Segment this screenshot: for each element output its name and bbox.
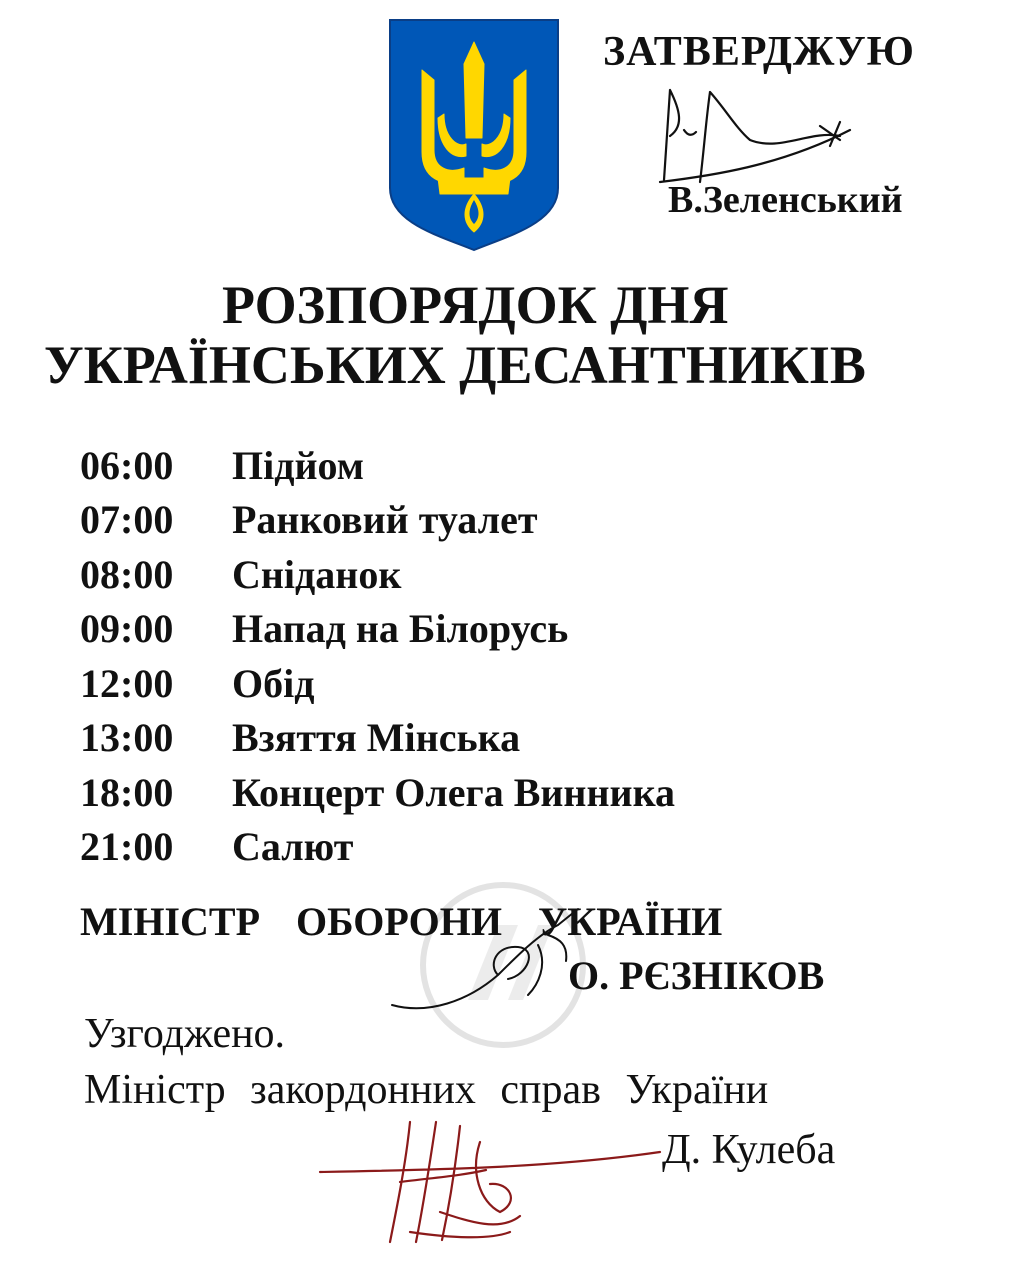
schedule-activity: Підйом [232, 442, 364, 488]
coat-of-arms-icon [388, 18, 560, 252]
document-title-line-1: РОЗПОРЯДОК ДНЯ [222, 275, 729, 335]
schedule-time: 08:00 [80, 551, 174, 597]
approval-label: ЗАТВЕРДЖУЮ [603, 29, 915, 75]
schedule-activity: Салют [232, 824, 354, 870]
schedule-row [80, 438, 675, 493]
foreign-minister-signature [310, 1112, 670, 1252]
schedule-time: 21:00 [80, 824, 174, 870]
schedule-activity: Сніданок [232, 551, 402, 597]
schedule-row [80, 602, 675, 657]
schedule-row [80, 656, 675, 711]
president-name: В.Зеленський [668, 179, 903, 221]
schedule-time: 18:00 [80, 769, 174, 815]
schedule-time: 13:00 [80, 715, 174, 761]
schedule-activity: Концерт Олега Винника [232, 769, 676, 815]
defence-minister-title: МІНІСТР ОБОРОНИ УКРАЇНИ [80, 899, 723, 944]
schedule-row [80, 765, 675, 820]
schedule-row [80, 493, 675, 548]
schedule-time: 12:00 [80, 660, 174, 706]
schedule-activity: Напад на Білорусь [232, 606, 569, 652]
schedule-time: 09:00 [80, 606, 174, 652]
agreed-label: Узгоджено. [84, 1011, 286, 1057]
schedule-activity: Ранковий туалет [232, 497, 538, 543]
schedule-row [80, 820, 675, 875]
foreign-minister-name: Д. Кулеба [662, 1127, 836, 1173]
defence-minister-name: О. РЄЗНІКОВ [568, 953, 825, 998]
defence-minister-signature [388, 905, 588, 1020]
foreign-minister-title: Міністр закордонних справ України [84, 1067, 769, 1113]
schedule-activity: Обід [232, 660, 315, 706]
schedule-time: 06:00 [80, 442, 174, 488]
schedule-time: 07:00 [80, 497, 174, 543]
schedule-row [80, 711, 675, 766]
schedule-row [80, 547, 675, 602]
document-title-line-2: УКРАЇНСЬКИХ ДЕСАНТНИКІВ [44, 335, 866, 395]
schedule-activity: Взяття Мінська [232, 715, 521, 761]
schedule-list [80, 438, 675, 874]
